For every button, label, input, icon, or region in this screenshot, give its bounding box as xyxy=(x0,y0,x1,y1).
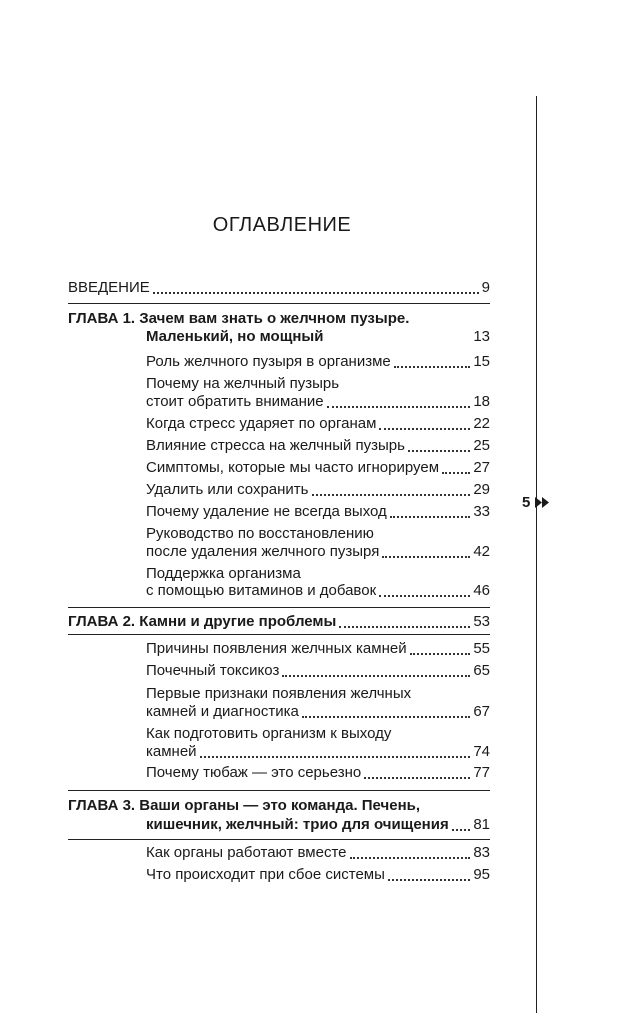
dot-leader xyxy=(302,715,470,718)
section-divider xyxy=(68,303,490,304)
toc-entry[interactable] xyxy=(146,865,490,885)
section-divider xyxy=(68,607,490,608)
dot-leader xyxy=(339,625,470,628)
toc-entry[interactable] xyxy=(146,392,490,412)
toc-page-number: 22 xyxy=(473,415,490,432)
toc-entry[interactable] xyxy=(146,436,490,456)
toc-entry-label: Маленький, но мощный xyxy=(146,328,324,345)
toc-entry[interactable] xyxy=(146,742,490,762)
toc-entry[interactable] xyxy=(146,581,490,601)
toc-page-number: 27 xyxy=(473,459,490,476)
dot-leader xyxy=(364,776,470,779)
toc-entry[interactable] xyxy=(146,480,490,500)
section-divider xyxy=(68,634,490,635)
section-divider xyxy=(68,839,490,840)
toc-page-number: 55 xyxy=(473,640,490,657)
chapter-3-heading-cont[interactable] xyxy=(146,815,490,835)
toc-page-number: 15 xyxy=(473,353,490,370)
toc-page-number: 18 xyxy=(473,393,490,410)
dot-leader xyxy=(326,340,470,343)
toc-entry-label: Как органы работают вместе xyxy=(146,844,347,861)
dot-leader xyxy=(388,878,470,881)
toc-entry-label: Что происходит при сбое системы xyxy=(146,866,385,883)
toc-page-number: 77 xyxy=(473,764,490,781)
toc-entry[interactable] xyxy=(146,352,490,372)
toc-entry-label: камней xyxy=(146,743,197,760)
toc-page-number: 42 xyxy=(473,543,490,560)
toc-page-number: 67 xyxy=(473,703,490,720)
toc-entry-label: Симптомы, которые мы часто игнорируем xyxy=(146,459,440,476)
toc-entry-label: Почечный токсикоз xyxy=(146,662,280,679)
toc-entry[interactable] xyxy=(146,843,490,863)
toc-page-number: 83 xyxy=(473,844,490,861)
dot-leader xyxy=(410,652,471,655)
toc-entry-label: Когда стресс ударяет по органам xyxy=(146,415,377,432)
toc-page-number: 53 xyxy=(473,613,490,630)
dot-leader xyxy=(312,493,471,496)
dot-leader xyxy=(379,594,470,597)
chapter-1-heading[interactable]: ГЛАВА 1. Зачем вам знать о желчном пузыре. xyxy=(68,310,410,327)
dot-leader xyxy=(327,405,471,408)
toc-entry[interactable] xyxy=(146,458,490,478)
toc-entry-label: Причины появления желчных камней xyxy=(146,640,407,657)
page-title: ОГЛАВЛЕНИЕ xyxy=(212,214,352,236)
dot-leader xyxy=(394,365,471,368)
double-chevron-right-icon xyxy=(535,497,549,508)
toc-entry[interactable] xyxy=(146,414,490,434)
toc-entry-label-line1[interactable]: Как подготовить организм к выходу xyxy=(146,725,392,742)
toc-entry-label: ВВЕДЕНИЕ xyxy=(68,279,150,296)
dot-leader xyxy=(153,291,479,294)
toc-entry-label: камней и диагностика xyxy=(146,703,299,720)
toc-entry[interactable] xyxy=(146,702,490,722)
toc-entry-label: стоит обратить внимание xyxy=(146,393,324,410)
dot-leader xyxy=(382,555,470,558)
toc-entry-label-line1[interactable]: Поддержка организма xyxy=(146,565,301,582)
dot-leader xyxy=(350,856,471,859)
toc-page-number: 81 xyxy=(473,816,490,833)
dot-leader xyxy=(390,515,471,518)
toc-entry-label: кишечник, желчный: трио для очищения xyxy=(146,816,449,833)
chapter-2-heading[interactable] xyxy=(68,612,490,632)
toc-entry-label: Почему тюбаж — это серьезно xyxy=(146,764,362,781)
toc-page-number: 9 xyxy=(481,279,490,296)
toc-entry[interactable] xyxy=(146,639,490,659)
toc-entry[interactable] xyxy=(146,661,490,681)
toc-page-number: 95 xyxy=(473,866,490,883)
toc-entry-label-line1[interactable]: Руководство по восстановлению xyxy=(146,525,374,542)
toc-page-number: 25 xyxy=(473,437,490,454)
dot-leader xyxy=(200,755,471,758)
toc-entry-label: после удаления желчного пузыря xyxy=(146,543,380,560)
section-divider xyxy=(68,790,490,791)
toc-entry-label: ГЛАВА 2. Камни и другие проблемы xyxy=(68,613,337,630)
toc-entry[interactable] xyxy=(146,502,490,522)
chapter-1-heading-cont[interactable] xyxy=(146,327,490,347)
page-number-marker xyxy=(522,494,549,511)
toc-entry-intro[interactable] xyxy=(68,278,490,298)
toc-entry-label: Влияние стресса на желчный пузырь xyxy=(146,437,405,454)
toc-page-number: 65 xyxy=(473,662,490,679)
dot-leader xyxy=(442,471,470,474)
toc-page-number: 29 xyxy=(473,481,490,498)
toc-entry[interactable] xyxy=(146,763,490,783)
toc-page-number: 46 xyxy=(473,582,490,599)
dot-leader xyxy=(408,449,470,452)
page-number: 5 xyxy=(522,494,531,511)
toc-entry-label-line1[interactable]: Первые признаки появления желчных xyxy=(146,685,412,702)
toc-entry[interactable] xyxy=(146,542,490,562)
toc-entry-label-line1[interactable]: Почему на желчный пузырь xyxy=(146,375,340,392)
dot-leader xyxy=(379,427,470,430)
toc-entry-label: Почему удаление не всегда выход xyxy=(146,503,387,520)
toc-page-number: 13 xyxy=(473,328,490,345)
dot-leader xyxy=(282,674,470,677)
toc-page-number: 74 xyxy=(473,743,490,760)
toc-page-number: 33 xyxy=(473,503,490,520)
dot-leader xyxy=(452,828,471,831)
toc-entry-label: с помощью витаминов и добавок xyxy=(146,582,377,599)
chapter-3-heading[interactable]: ГЛАВА 3. Ваши органы — это команда. Печень, xyxy=(68,797,421,814)
toc-entry-label: Роль желчного пузыря в организме xyxy=(146,353,391,370)
toc-entry-label: Удалить или сохранить xyxy=(146,481,309,498)
margin-rule xyxy=(536,96,537,1013)
